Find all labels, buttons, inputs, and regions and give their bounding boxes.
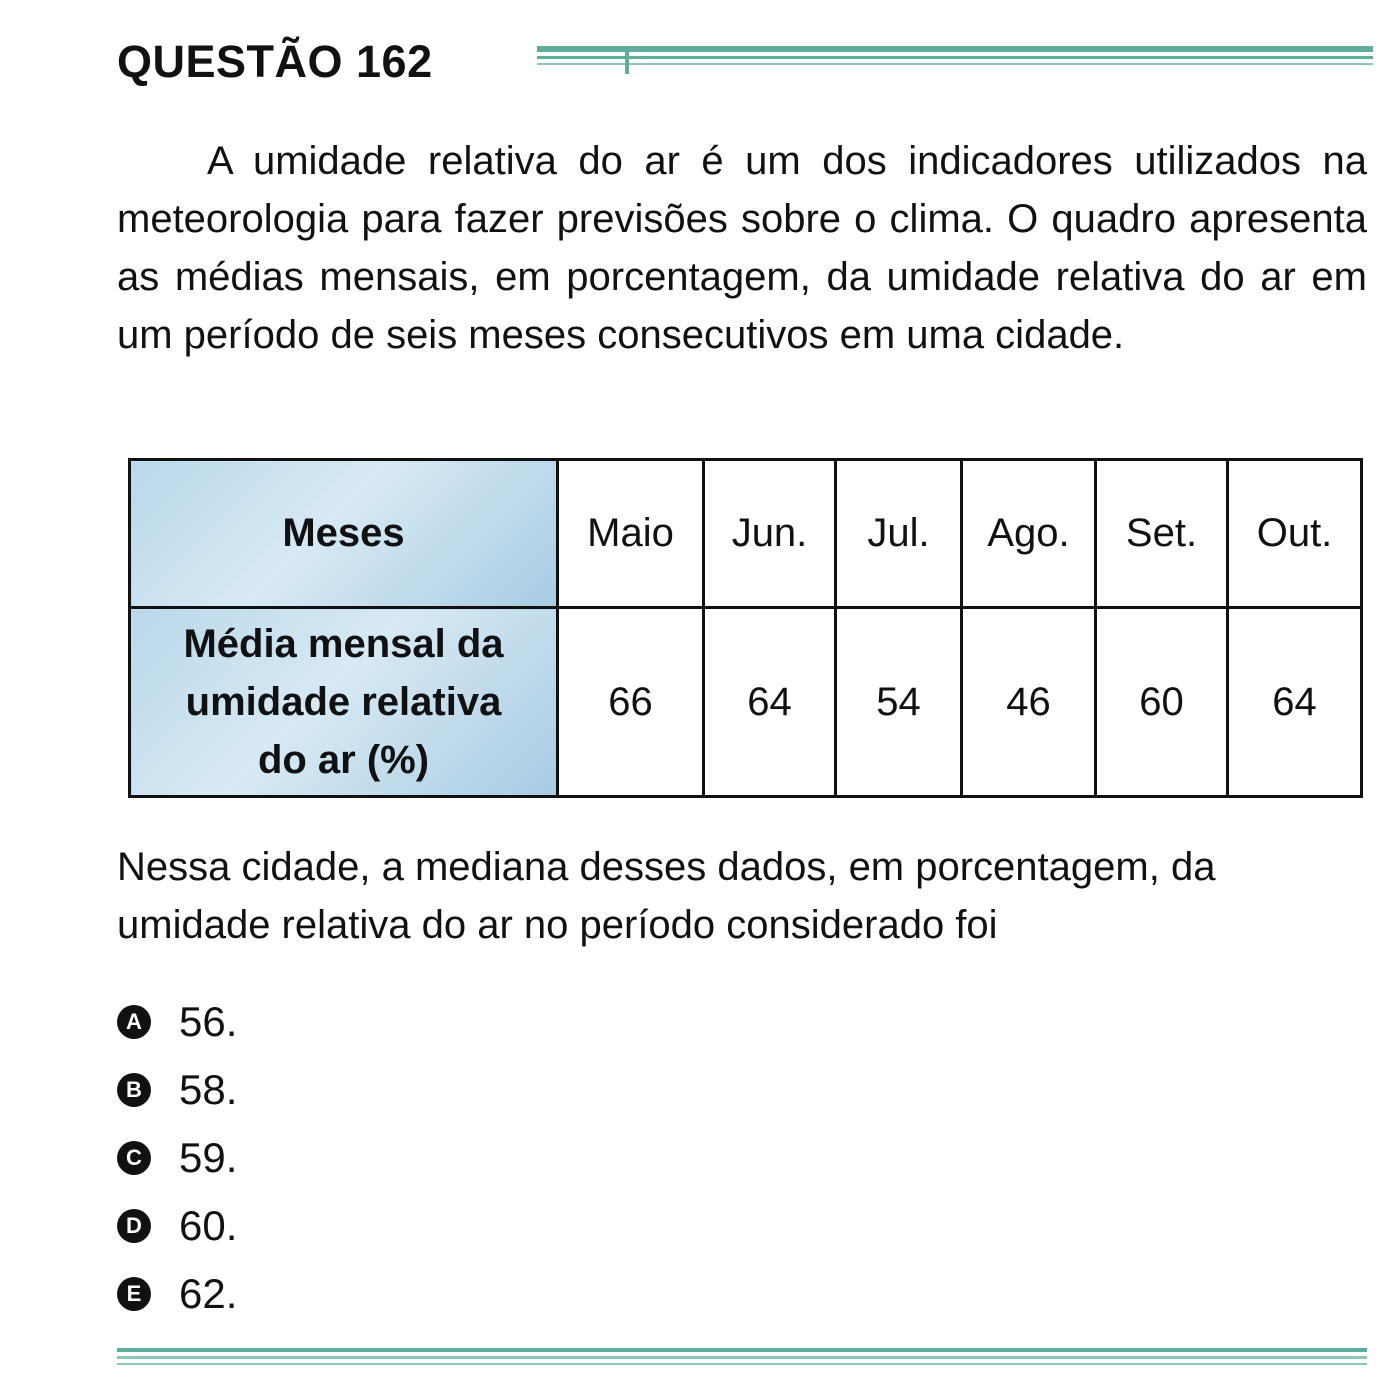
- option-text: 60.: [179, 1202, 238, 1249]
- table-header-average-line: umidade relativa: [185, 680, 502, 725]
- question-title: QUESTÃO 162: [117, 36, 433, 87]
- header-rule-bar: [537, 56, 1373, 59]
- table-header-average-line: do ar (%): [257, 738, 430, 783]
- option-letter-badge: A: [117, 1005, 151, 1039]
- table-cell-value: 46: [962, 608, 1096, 797]
- table-row-values: [130, 608, 1362, 797]
- footer-rule-bar: [117, 1356, 1367, 1359]
- option-letter-badge: B: [117, 1073, 151, 1107]
- table-header-average-line: Média mensal da: [183, 622, 504, 667]
- question-header: [117, 30, 1377, 100]
- question-text: Nessa cidade, a mediana desses dados, em porcentagem, da umidade relativa do ar no período considerado foi: [117, 845, 1216, 947]
- table-row-months: [130, 460, 1362, 608]
- option-text: 62.: [179, 1270, 238, 1317]
- option-letter-badge: C: [117, 1141, 151, 1175]
- option-text: 59.: [179, 1134, 238, 1181]
- table-cell-month: Jun.: [704, 460, 836, 608]
- table-cell-month: Out.: [1228, 460, 1362, 608]
- table-cell-value: 54: [836, 608, 962, 797]
- option-c[interactable]: [117, 1124, 717, 1192]
- footer-rule-bar: [117, 1348, 1367, 1352]
- footer-decorative-rule: [117, 1348, 1367, 1370]
- header-rule-bar: [537, 63, 1373, 65]
- footer-rule-bar: [117, 1363, 1367, 1365]
- header-rule-tick: [625, 46, 629, 74]
- option-a[interactable]: [117, 988, 717, 1056]
- table-cell-month: Ago.: [962, 460, 1096, 608]
- humidity-table-container: [128, 458, 1360, 798]
- table-cell-value: 64: [1228, 608, 1362, 797]
- intro-paragraph: A umidade relativa do ar é um dos indicadores utilizados na meteorologia para fazer previsões sobre o clima. O quadro apresenta as médias mensais, em porcentagem, da umidade relativa do ar em um período de seis meses consecutivos em uma cidade.: [117, 139, 1367, 357]
- table-cell-month: Maio: [558, 460, 704, 608]
- table-header-months: Meses: [130, 460, 558, 608]
- option-b[interactable]: [117, 1056, 717, 1124]
- option-letter-badge: E: [117, 1277, 151, 1311]
- option-text: 58.: [179, 1066, 238, 1113]
- option-text: 56.: [179, 998, 238, 1045]
- table-cell-value: 66: [558, 608, 704, 797]
- table-cell-value: 64: [704, 608, 836, 797]
- option-d[interactable]: [117, 1192, 717, 1260]
- option-e[interactable]: [117, 1260, 717, 1328]
- answer-options: [117, 988, 717, 1328]
- table-cell-month: Set.: [1096, 460, 1228, 608]
- option-letter-badge: D: [117, 1209, 151, 1243]
- table-header-average: [130, 608, 558, 797]
- table-cell-value: 60: [1096, 608, 1228, 797]
- table-cell-month: Jul.: [836, 460, 962, 608]
- header-rule-bar: [537, 46, 1373, 52]
- humidity-table: [128, 458, 1363, 798]
- header-decorative-rule: [537, 46, 1373, 70]
